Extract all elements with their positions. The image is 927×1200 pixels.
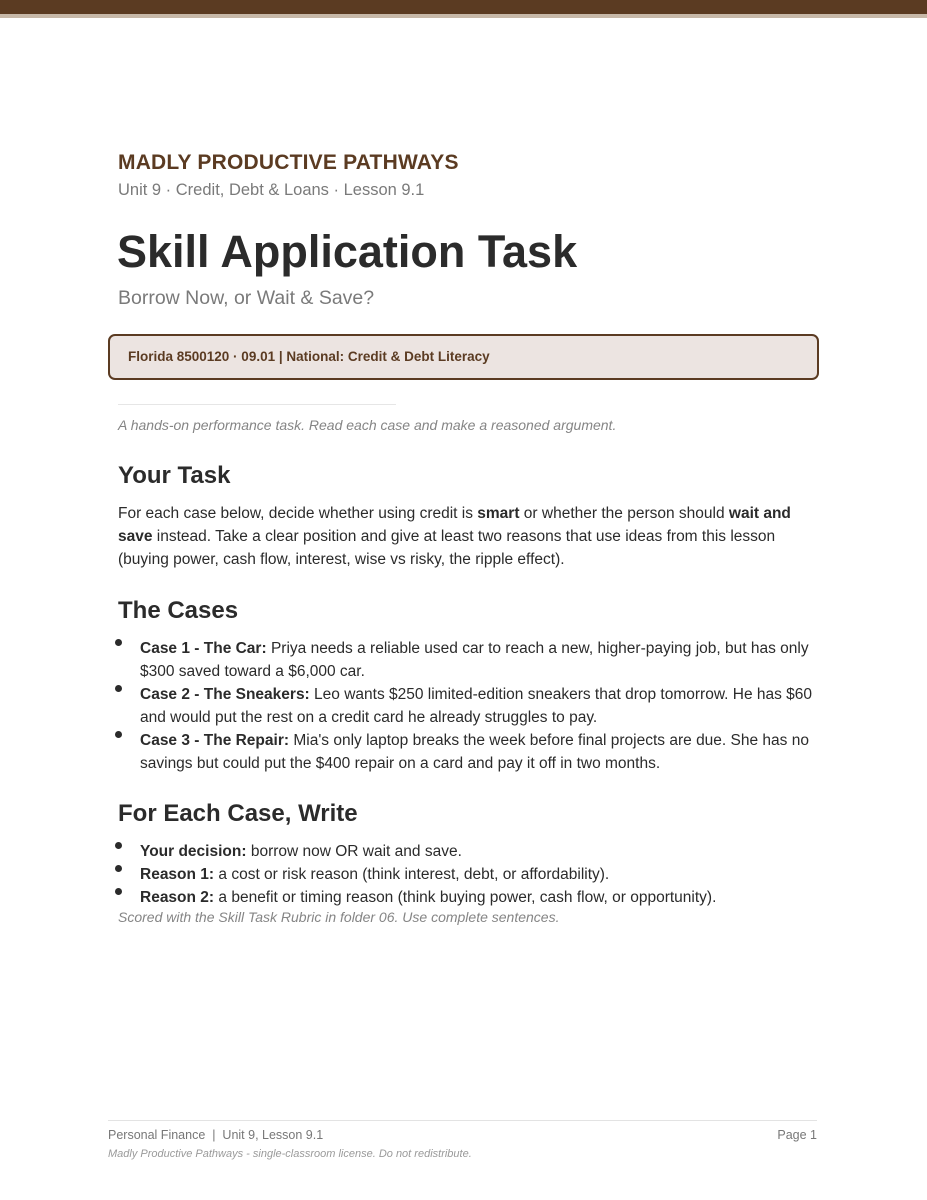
page-title: Skill Application Task — [117, 226, 578, 277]
task-text-3: instead. Take a clear position and give at least two reasons that use ideas from this lesson (buying power, cash flow, interest, wise vs risky, the ripple effect). — [118, 528, 776, 568]
brand-name: MADLY PRODUCTIVE PATHWAYS — [118, 151, 459, 174]
bullet-icon — [115, 865, 122, 872]
write-label: Reason 2: — [140, 889, 215, 906]
list-item — [118, 886, 818, 909]
list-item — [118, 683, 818, 729]
bullet-icon — [115, 842, 122, 849]
list-item — [118, 863, 818, 886]
case-label: Case 1 - The Car: — [140, 640, 267, 657]
write-text: a benefit or timing reason (think buying power, cash flow, or opportunity). — [214, 889, 717, 906]
case-text: Leo wants $250 limited-edition sneakers that drop tomorrow. He has $60 and would put the rest on a credit card he already struggles to pay. — [140, 686, 813, 726]
footer-license: Madly Productive Pathways - single-classroom license. Do not redistribute. — [108, 1148, 472, 1160]
unit-lesson-line: Unit 9 · Credit, Debt & Loans · Lesson 9.1 — [118, 181, 425, 199]
list-item — [118, 840, 818, 863]
task-bold-wait-save: wait and save — [118, 505, 791, 545]
cases-list — [118, 637, 818, 775]
your-task-paragraph — [118, 502, 818, 571]
task-text-1: For each case below, decide whether using credit is — [118, 505, 478, 522]
task-text-2: or whether the person should — [519, 505, 729, 522]
intro-text: A hands-on performance task. Read each case and make a reasoned argument. — [118, 417, 617, 433]
top-band-accent — [0, 14, 927, 18]
scoring-note: Scored with the Skill Task Rubric in folder 06. Use complete sentences. — [118, 909, 560, 925]
write-label: Your decision: — [140, 843, 247, 860]
standards-box — [108, 334, 819, 380]
bullet-icon — [115, 639, 122, 646]
page-subtitle: Borrow Now, or Wait & Save? — [118, 287, 375, 309]
list-item — [118, 729, 818, 775]
your-task-heading: Your Task — [118, 462, 231, 489]
footer-divider — [108, 1120, 817, 1121]
task-bold-smart: smart — [477, 505, 520, 522]
list-item — [118, 637, 818, 683]
bullet-icon — [115, 685, 122, 692]
standards-text: Florida 8500120 · 09.01 | National: Credit & Debt Literacy — [128, 349, 490, 364]
case-label: Case 3 - The Repair: — [140, 732, 290, 749]
write-list — [118, 840, 818, 909]
bullet-icon — [115, 888, 122, 895]
write-label: Reason 1: — [140, 866, 215, 883]
top-band — [0, 0, 927, 14]
case-text: Mia's only laptop breaks the week before final projects are due. She has no savings but could put the $400 repair on a card and pay it off in two months. — [140, 732, 809, 772]
bullet-icon — [115, 731, 122, 738]
write-heading: For Each Case, Write — [118, 800, 358, 827]
case-label: Case 2 - The Sneakers: — [140, 686, 310, 703]
case-text: Priya needs a reliable used car to reach a new, higher-paying job, but has only $300 saved toward a $6,000 car. — [140, 640, 809, 680]
footer-page-number: Page 1 — [777, 1128, 817, 1142]
write-text: a cost or risk reason (think interest, debt, or affordability). — [214, 866, 610, 883]
footer-course: Personal Finance | Unit 9, Lesson 9.1 — [108, 1128, 324, 1142]
cases-heading: The Cases — [118, 597, 239, 624]
divider — [118, 404, 396, 405]
write-text: borrow now OR wait and save. — [246, 843, 462, 860]
